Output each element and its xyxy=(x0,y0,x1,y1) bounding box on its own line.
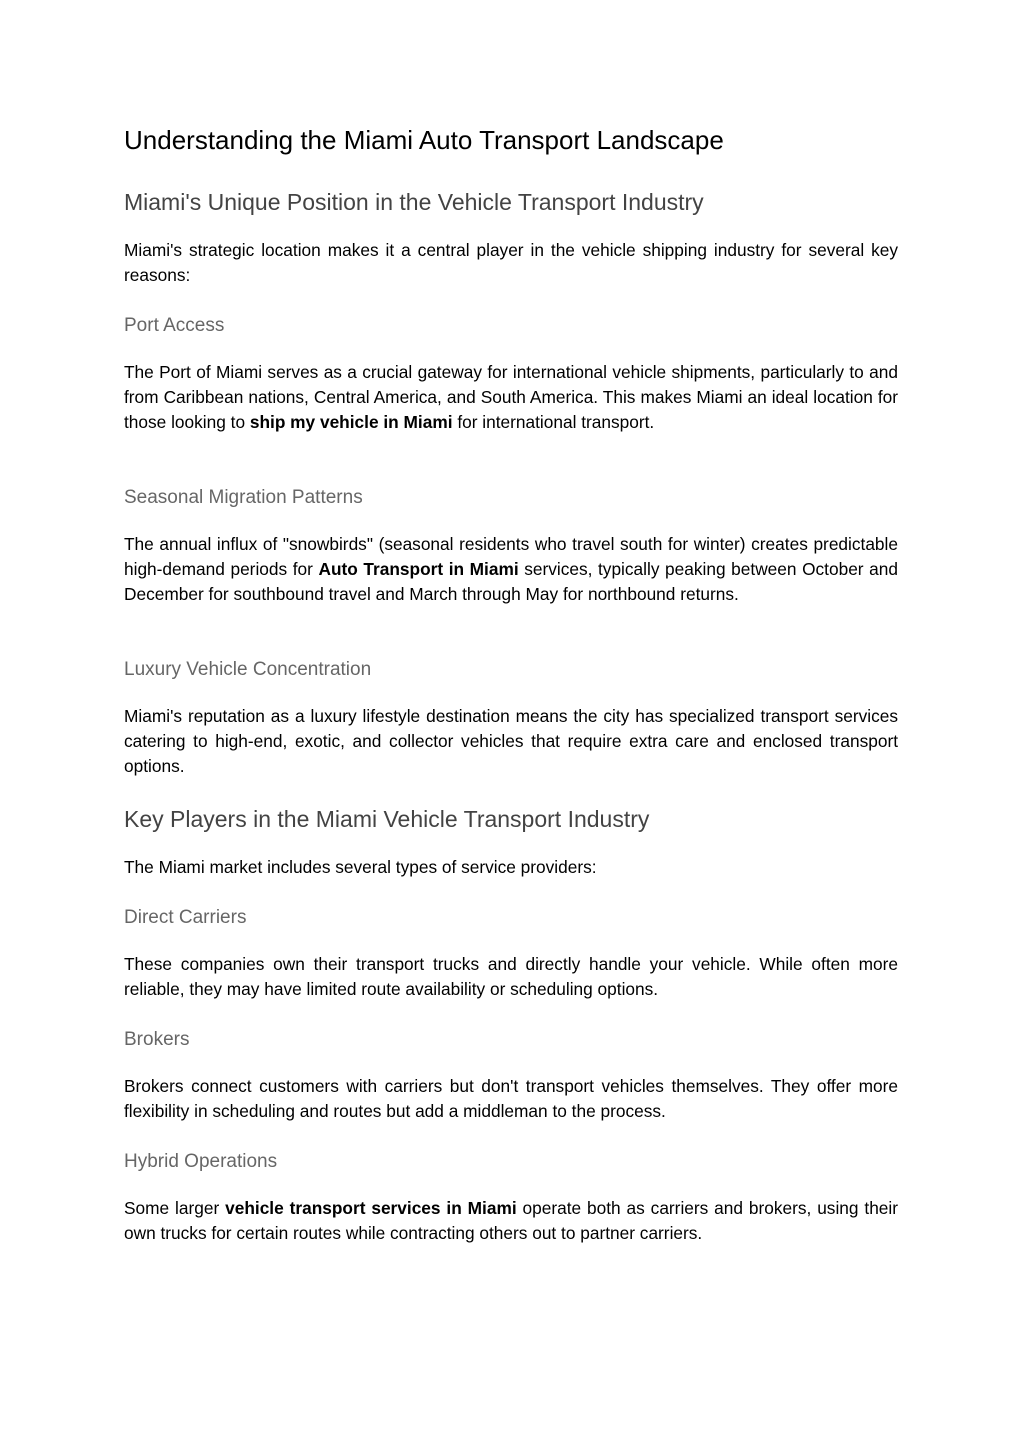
paragraph-seasonal-text-before: The annual influx of "snowbirds" (seasonal residents who travel south for winter) creates predictable high-demand periods for xyxy=(124,534,898,579)
subheading-luxury-vehicle: Luxury Vehicle Concentration xyxy=(124,659,372,680)
paragraph-seasonal-text-after: services, typically peaking between October and December for southbound travel and March through May for northbound returns. xyxy=(124,559,898,604)
paragraph-port-access-bold: ship my vehicle in Miami xyxy=(249,412,453,432)
subheading-direct-carriers: Direct Carriers xyxy=(124,907,247,928)
subheading-port-access: Port Access xyxy=(124,315,225,336)
paragraph-intro: Miami's strategic location makes it a central player in the vehicle shipping industry for several key reasons: xyxy=(124,240,898,285)
paragraph-direct-carriers: These companies own their transport trucks and directly handle your vehicle. While often more reliable, they may have limited route availability or scheduling options. xyxy=(124,954,898,999)
section-heading-key-players: Key Players in the Miami Vehicle Transport Industry xyxy=(124,806,650,832)
paragraph-port-access xyxy=(124,360,898,435)
paragraph-port-access-text-before: The Port of Miami serves as a crucial gateway for international vehicle shipments, particularly to and from Caribbean nations, Central America, and South America. This makes Miami an ideal location for those looking to xyxy=(124,362,898,432)
subheading-brokers: Brokers xyxy=(124,1029,190,1050)
document-title: Understanding the Miami Auto Transport Landscape xyxy=(124,125,724,155)
paragraph-port-access-text-after: for international transport. xyxy=(452,412,655,432)
section-heading-unique-position: Miami's Unique Position in the Vehicle Transport Industry xyxy=(124,189,704,215)
paragraph-luxury-vehicle: Miami's reputation as a luxury lifestyle destination means the city has specialized transport services catering to high-end, exotic, and collector vehicles that require extra care and enclosed transport options. xyxy=(124,706,898,776)
paragraph-hybrid-bold: vehicle transport services in Miami xyxy=(225,1198,517,1218)
paragraph-hybrid-text-before: Some larger xyxy=(124,1198,226,1218)
paragraph-seasonal-bold: Auto Transport in Miami xyxy=(318,559,519,579)
paragraph-market-intro: The Miami market includes several types of service providers: xyxy=(124,857,597,877)
paragraph-hybrid-text-after: operate both as carriers and brokers, using their own trucks for certain routes while contracting others out to partner carriers. xyxy=(124,1198,899,1243)
subheading-hybrid-operations: Hybrid Operations xyxy=(124,1151,278,1172)
subheading-seasonal-migration: Seasonal Migration Patterns xyxy=(124,487,363,508)
paragraph-hybrid-operations xyxy=(124,1196,898,1246)
paragraph-seasonal-migration xyxy=(124,532,898,607)
paragraph-brokers: Brokers connect customers with carriers but don't transport vehicles themselves. They offer more flexibility in scheduling and routes but add a middleman to the process. xyxy=(124,1076,898,1121)
